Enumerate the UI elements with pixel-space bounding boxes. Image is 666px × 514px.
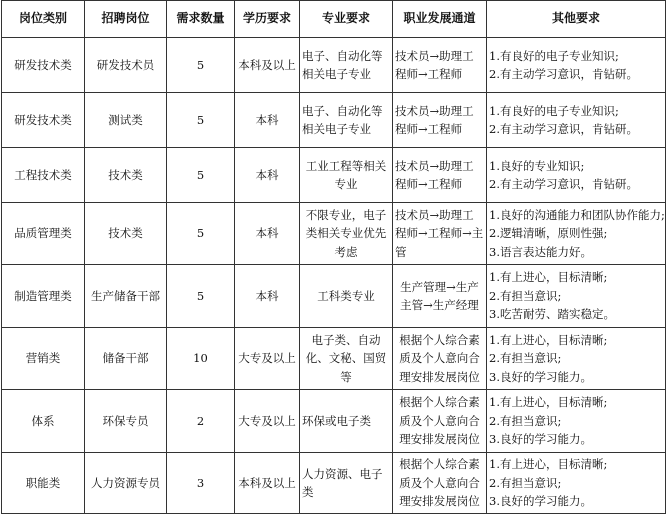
cell-career: 技术员→助理工程师→工程师	[393, 148, 487, 203]
cell-education: 本科及以上	[235, 38, 300, 93]
cell-major: 环保或电子类	[300, 390, 393, 453]
cell-other	[487, 93, 666, 148]
cell-category: 研发技术类	[2, 93, 85, 148]
header-category: 岗位类别	[2, 1, 85, 38]
cell-major: 工科类专业	[300, 265, 393, 328]
cell-major: 电子、自动化等相关电子专业	[300, 38, 393, 93]
cell-category: 营销类	[2, 328, 85, 390]
cell-count: 10	[167, 328, 235, 390]
cell-position: 技术类	[85, 203, 167, 265]
cell-other	[487, 203, 666, 265]
table-row	[2, 38, 666, 93]
table-row	[2, 453, 666, 514]
requirement-line: 1.有良好的电子专业知识;	[489, 48, 619, 63]
requirement-line: 1.良好的专业知识;	[489, 158, 585, 173]
requirement-line: 3.吃苦耐劳、踏实稳定。	[489, 307, 615, 322]
requirement-line: 1.有上进心，目标清晰;	[489, 270, 608, 285]
cell-career: 技术员→助理工程师→工程师	[393, 38, 487, 93]
cell-other	[487, 328, 666, 390]
cell-other	[487, 38, 666, 93]
requirement-line: 3.良好的学习能力。	[489, 432, 592, 447]
cell-category: 制造管理类	[2, 265, 85, 328]
table-row	[2, 390, 666, 453]
requirement-line: 1.有良好的电子专业知识;	[489, 103, 619, 118]
requirement-line: 1.良好的沟通能力和团队协作能力;	[489, 207, 665, 222]
requirement-line: 2.有担当意识;	[489, 288, 562, 303]
table-row	[2, 93, 666, 148]
cell-count: 2	[167, 390, 235, 453]
cell-career: 根据个人综合素质及个人意向合理安排发展岗位	[393, 390, 487, 453]
cell-education: 大专及以上	[235, 328, 300, 390]
header-other: 其他要求	[487, 1, 666, 38]
cell-count: 5	[167, 93, 235, 148]
cell-other	[487, 390, 666, 453]
cell-education: 本科	[235, 203, 300, 265]
requirement-line: 2.有主动学习意识，肯钻研。	[489, 122, 638, 136]
cell-position: 测试类	[85, 93, 167, 148]
cell-count: 3	[167, 453, 235, 514]
cell-education: 本科及以上	[235, 453, 300, 514]
requirement-line: 2.有担当意识;	[489, 413, 562, 428]
cell-education: 大专及以上	[235, 390, 300, 453]
requirement-line: 2.有主动学习意识，肯钻研。	[489, 177, 638, 191]
cell-count: 5	[167, 148, 235, 203]
requirement-line: 1.有上进心，目标清晰;	[489, 332, 608, 347]
cell-count: 5	[167, 265, 235, 328]
cell-career: 技术员→助理工程师→工程师	[393, 93, 487, 148]
table-row	[2, 148, 666, 203]
cell-other	[487, 453, 666, 514]
cell-career: 根据个人综合素质及个人意向合理安排发展岗位	[393, 453, 487, 514]
cell-career: 技术员→助理工程师→工程师→主管	[393, 203, 487, 265]
cell-major: 电子类、自动化、文秘、国贸等	[300, 328, 393, 390]
header-major: 专业要求	[300, 1, 393, 38]
cell-position: 研发技术员	[85, 38, 167, 93]
cell-other	[487, 265, 666, 328]
table-row	[2, 328, 666, 390]
requirement-line: 3.良好的学习能力。	[489, 369, 592, 384]
cell-major: 电子、自动化等相关电子专业	[300, 93, 393, 148]
cell-education: 本科	[235, 148, 300, 203]
cell-position: 环保专员	[85, 390, 167, 453]
cell-count: 5	[167, 203, 235, 265]
cell-position: 技术类	[85, 148, 167, 203]
cell-position: 人力资源专员	[85, 453, 167, 514]
cell-major: 人力资源、电子类	[300, 453, 393, 514]
requirement-line: 2.有担当意识;	[489, 475, 562, 490]
table-row	[2, 203, 666, 265]
cell-position: 储备干部	[85, 328, 167, 390]
header-count: 需求数量	[167, 1, 235, 38]
header-career: 职业发展通道	[393, 1, 487, 38]
requirement-line: 2.逻辑清晰，原则性强;	[489, 226, 608, 241]
header-position: 招聘岗位	[85, 1, 167, 38]
table-row	[2, 265, 666, 328]
cell-education: 本科	[235, 265, 300, 328]
cell-education: 本科	[235, 93, 300, 148]
cell-position: 生产储备干部	[85, 265, 167, 328]
requirement-line: 2.有担当意识;	[489, 351, 562, 366]
requirement-line: 1.有上进心，目标清晰;	[489, 457, 608, 472]
requirement-line: 1.有上进心，目标清晰;	[489, 395, 608, 410]
cell-count: 5	[167, 38, 235, 93]
cell-category: 职能类	[2, 453, 85, 514]
recruitment-table	[1, 0, 666, 514]
header-row	[2, 1, 666, 38]
requirement-line: 3.良好的学习能力。	[489, 494, 592, 509]
cell-category: 研发技术类	[2, 38, 85, 93]
cell-category: 品质管理类	[2, 203, 85, 265]
cell-other	[487, 148, 666, 203]
requirement-line: 3.语言表达能力好。	[489, 244, 592, 259]
cell-major: 工业工程等相关专业	[300, 148, 393, 203]
cell-career: 生产管理→生产主管→生产经理	[393, 265, 487, 328]
cell-category: 工程技术类	[2, 148, 85, 203]
requirement-line: 2.有主动学习意识，肯钻研。	[489, 67, 638, 81]
cell-career: 根据个人综合素质及个人意向合理安排发展岗位	[393, 328, 487, 390]
header-education: 学历要求	[235, 1, 300, 38]
cell-category: 体系	[2, 390, 85, 453]
cell-major: 不限专业，电子类相关专业优先考虑	[300, 203, 393, 265]
